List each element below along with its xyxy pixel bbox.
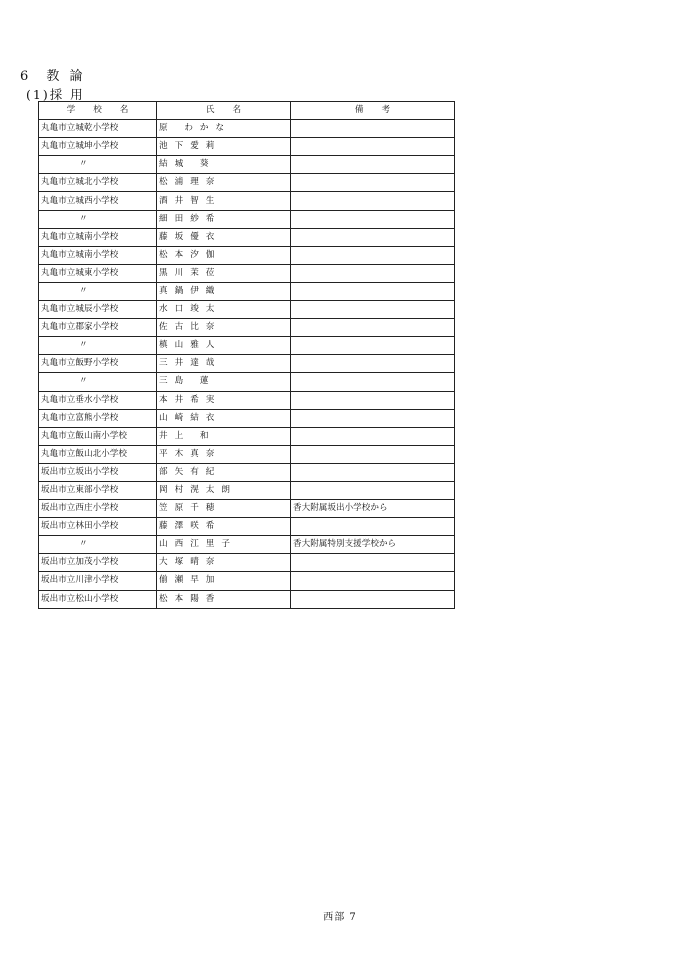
note-cell (291, 373, 455, 391)
note-cell (291, 518, 455, 536)
school-cell: 丸亀市立城乾小学校 (39, 120, 157, 138)
school-cell: 丸亀市立城南小学校 (39, 246, 157, 264)
note-cell (291, 481, 455, 499)
table-row (39, 228, 455, 246)
name-cell: 松浦理奈 (157, 174, 291, 192)
note-cell (291, 427, 455, 445)
name-cell: 藤坂優衣 (157, 228, 291, 246)
note-cell (291, 590, 455, 608)
name-cell: 真鍋伊織 (157, 282, 291, 300)
name-cell: 三井達哉 (157, 355, 291, 373)
appointment-table (38, 101, 455, 609)
section-heading (20, 65, 86, 84)
name-cell: 佐古比奈 (157, 319, 291, 337)
table-row (39, 463, 455, 481)
school-cell: 坂出市立東部小学校 (39, 481, 157, 499)
school-cell: 〃 (39, 210, 157, 228)
table-row (39, 138, 455, 156)
note-cell (291, 445, 455, 463)
school-cell: 丸亀市立垂水小学校 (39, 391, 157, 409)
subsection-heading: (1)採 用 (26, 87, 85, 102)
school-cell: 丸亀市立城坤小学校 (39, 138, 157, 156)
section-title-text: 教 論 (46, 69, 86, 84)
school-cell: 坂出市立林田小学校 (39, 518, 157, 536)
table-row (39, 210, 455, 228)
table-row (39, 192, 455, 210)
note-cell (291, 282, 455, 300)
name-cell: 槙山雅人 (157, 337, 291, 355)
name-cell: 笠原千穂 (157, 500, 291, 518)
name-cell: 松本陽香 (157, 590, 291, 608)
table-row (39, 246, 455, 264)
name-cell: 部矢有紀 (157, 463, 291, 481)
school-cell: 〃 (39, 156, 157, 174)
note-cell (291, 391, 455, 409)
school-cell: 〃 (39, 337, 157, 355)
school-cell: 坂出市立川津小学校 (39, 572, 157, 590)
note-cell (291, 264, 455, 282)
school-cell: 坂出市立西庄小学校 (39, 500, 157, 518)
note-cell: 香大附属坂出小学校から (291, 500, 455, 518)
note-cell (291, 554, 455, 572)
school-cell: 丸亀市立飯山北小学校 (39, 445, 157, 463)
table-row (39, 174, 455, 192)
page-footer: 西部 7 (323, 912, 357, 923)
name-cell: 松本汐伽 (157, 246, 291, 264)
school-cell: 丸亀市立飯山南小学校 (39, 427, 157, 445)
table-row (39, 445, 455, 463)
note-cell (291, 174, 455, 192)
name-cell: 藤澤咲希 (157, 518, 291, 536)
note-cell (291, 301, 455, 319)
name-cell: 山西江里子 (157, 536, 291, 554)
school-cell: 坂出市立加茂小学校 (39, 554, 157, 572)
section-number: 6 (20, 69, 32, 84)
table-row (39, 337, 455, 355)
school-cell: 丸亀市立富熊小学校 (39, 409, 157, 427)
header-note: 備考 (291, 102, 455, 120)
table-row (39, 373, 455, 391)
school-cell: 丸亀市立城辰小学校 (39, 301, 157, 319)
name-cell: 水口竣太 (157, 301, 291, 319)
name-cell: 大塚晴奈 (157, 554, 291, 572)
note-cell (291, 228, 455, 246)
note-cell (291, 120, 455, 138)
note-cell: 香大附属特別支援学校から (291, 536, 455, 554)
table-row (39, 282, 455, 300)
table-row (39, 264, 455, 282)
name-cell: 池下愛莉 (157, 138, 291, 156)
table-row (39, 120, 455, 138)
table-row (39, 319, 455, 337)
school-cell: 丸亀市立城東小学校 (39, 264, 157, 282)
school-cell: 丸亀市立城北小学校 (39, 174, 157, 192)
name-cell: 平木真奈 (157, 445, 291, 463)
school-cell: 坂出市立松山小学校 (39, 590, 157, 608)
table-row (39, 301, 455, 319)
note-cell (291, 192, 455, 210)
school-cell: 丸亀市立飯野小学校 (39, 355, 157, 373)
name-cell: 山崎結衣 (157, 409, 291, 427)
table-row (39, 554, 455, 572)
note-cell (291, 463, 455, 481)
name-cell: 原 わかな (157, 120, 291, 138)
note-cell (291, 337, 455, 355)
table-row (39, 481, 455, 499)
table-row (39, 590, 455, 608)
note-cell (291, 355, 455, 373)
school-cell: 〃 (39, 536, 157, 554)
name-cell: 岡村滉太朗 (157, 481, 291, 499)
school-cell: 丸亀市立城南小学校 (39, 228, 157, 246)
table-row (39, 355, 455, 373)
table-row (39, 518, 455, 536)
name-cell: 結城 葵 (157, 156, 291, 174)
name-cell: 黒川茉莅 (157, 264, 291, 282)
table-row (39, 500, 455, 518)
note-cell (291, 319, 455, 337)
name-cell: 本井希実 (157, 391, 291, 409)
note-cell (291, 138, 455, 156)
note-cell (291, 210, 455, 228)
note-cell (291, 409, 455, 427)
school-cell: 丸亀市立城西小学校 (39, 192, 157, 210)
table-row (39, 572, 455, 590)
header-name: 氏名 (157, 102, 291, 120)
school-cell: 丸亀市立郡家小学校 (39, 319, 157, 337)
school-cell: 〃 (39, 373, 157, 391)
name-cell: 三島 蓮 (157, 373, 291, 391)
table-row (39, 391, 455, 409)
note-cell (291, 572, 455, 590)
table-body (39, 120, 455, 609)
table-row (39, 427, 455, 445)
table-header-row (39, 102, 455, 120)
note-cell (291, 246, 455, 264)
name-cell: 偂瀬早加 (157, 572, 291, 590)
header-school: 学校名 (39, 102, 157, 120)
name-cell: 井上 和 (157, 427, 291, 445)
school-cell: 坂出市立坂出小学校 (39, 463, 157, 481)
name-cell: 酒井智生 (157, 192, 291, 210)
name-cell: 細田紗希 (157, 210, 291, 228)
school-cell: 〃 (39, 282, 157, 300)
table-row (39, 409, 455, 427)
table-row (39, 156, 455, 174)
table-row (39, 536, 455, 554)
note-cell (291, 156, 455, 174)
